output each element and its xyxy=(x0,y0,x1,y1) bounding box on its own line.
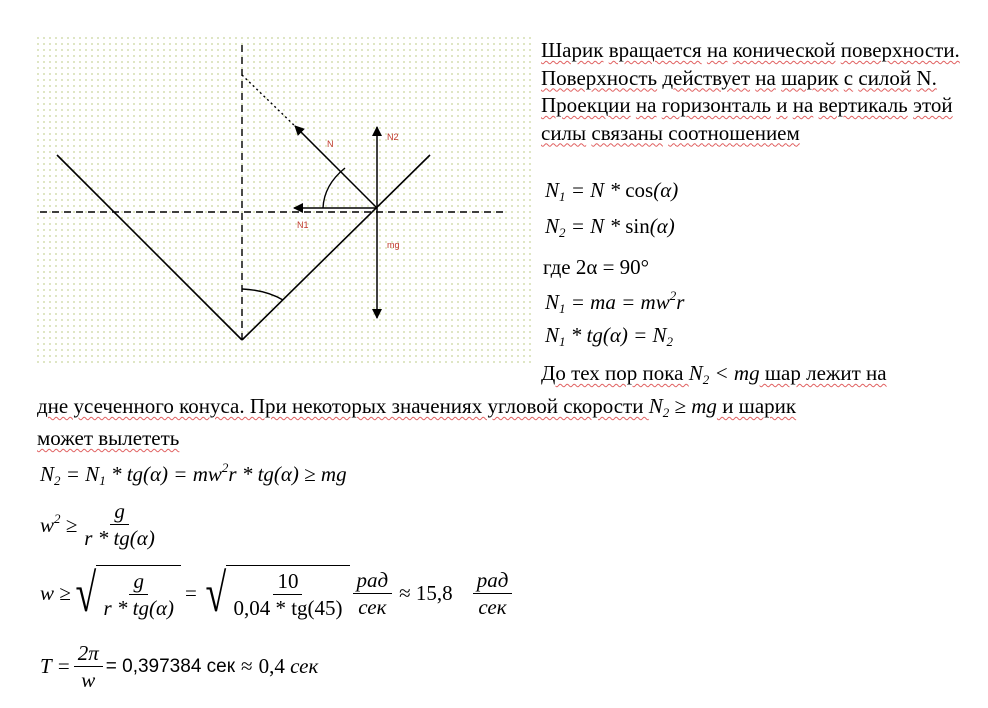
equation-period: T = $\frac{2\pi}{w}$ = 0,397384 сек ≈ 0,4 сек xyxy=(40,641,319,692)
intro-paragraph xyxy=(541,37,981,147)
intro-word: вращается xyxy=(608,38,702,62)
equation-n2-chain: $N_2 = N_1 * tg(\alpha) = mw^2r * tg(\alpha)$ ≥ mg xyxy=(40,460,347,488)
intro-word: вертикаль xyxy=(818,93,908,117)
label-n1: N1 xyxy=(297,220,309,230)
label-mg: mg xyxy=(387,240,400,250)
label-n2: N2 xyxy=(387,132,399,142)
intro-word: конической xyxy=(732,38,836,62)
intro-word: шарик xyxy=(781,65,839,90)
equation-n1-ma: $N_1$ = ma = $mw^2r$ xyxy=(545,288,685,316)
intro-word: N. xyxy=(916,65,937,90)
equation-n1-cos: $N_1 = N * \cos(\alpha)$ xyxy=(545,178,679,204)
intro-word: Шарик xyxy=(541,38,604,62)
intro-word: с xyxy=(843,65,854,90)
text-line-until: До тех пор пока $N_2$ < mg шар лежит на xyxy=(541,361,887,387)
intro-word: на xyxy=(706,38,728,62)
text-line-bottom: дне усеченного конуса. При некоторых значениях угловой скорости $N_2$ ≥ mg и шарик xyxy=(37,394,797,420)
intro-word: на xyxy=(635,93,657,117)
intro-word: соотношением xyxy=(668,120,800,145)
intro-word: действует xyxy=(662,65,751,90)
intro-word: Поверхность xyxy=(541,65,658,90)
intro-word: горизонталь xyxy=(661,93,771,117)
equation-w: w ≥ √ $\frac{g}{r * tg(\alpha)}$ = √ $\frac{10}{0,04 * tg(45)}$ $\frac{\text{рад}}{\text{сек}}$ ≈ 15,8 $\frac{\text{рад}}{\text{сек}}$ xyxy=(40,565,515,621)
equation-n1-tg: $N_1 * tg(\alpha) = N_2$ xyxy=(545,323,674,349)
intro-word: связаны xyxy=(591,120,663,145)
label-n: N xyxy=(327,139,334,149)
intro-word: на xyxy=(755,65,776,90)
text-line-fly: может вылететь xyxy=(37,426,180,450)
intro-word: силой xyxy=(858,65,912,90)
intro-word: этой xyxy=(913,93,953,117)
equation-w2: $w^2$ ≥ $\frac{g}{r * tg(\alpha)}$ xyxy=(40,499,155,550)
equation-angle: где 2α = 90° xyxy=(543,255,650,279)
intro-word: силы xyxy=(541,120,587,145)
grid-background xyxy=(37,37,531,367)
intro-word: Проекции xyxy=(541,93,631,117)
intro-word: поверхности. xyxy=(840,38,960,62)
equation-n2-sin: $N_2 = N * \sin(\alpha)$ xyxy=(545,214,675,240)
intro-word: на xyxy=(792,93,814,117)
intro-word: и xyxy=(776,93,788,117)
